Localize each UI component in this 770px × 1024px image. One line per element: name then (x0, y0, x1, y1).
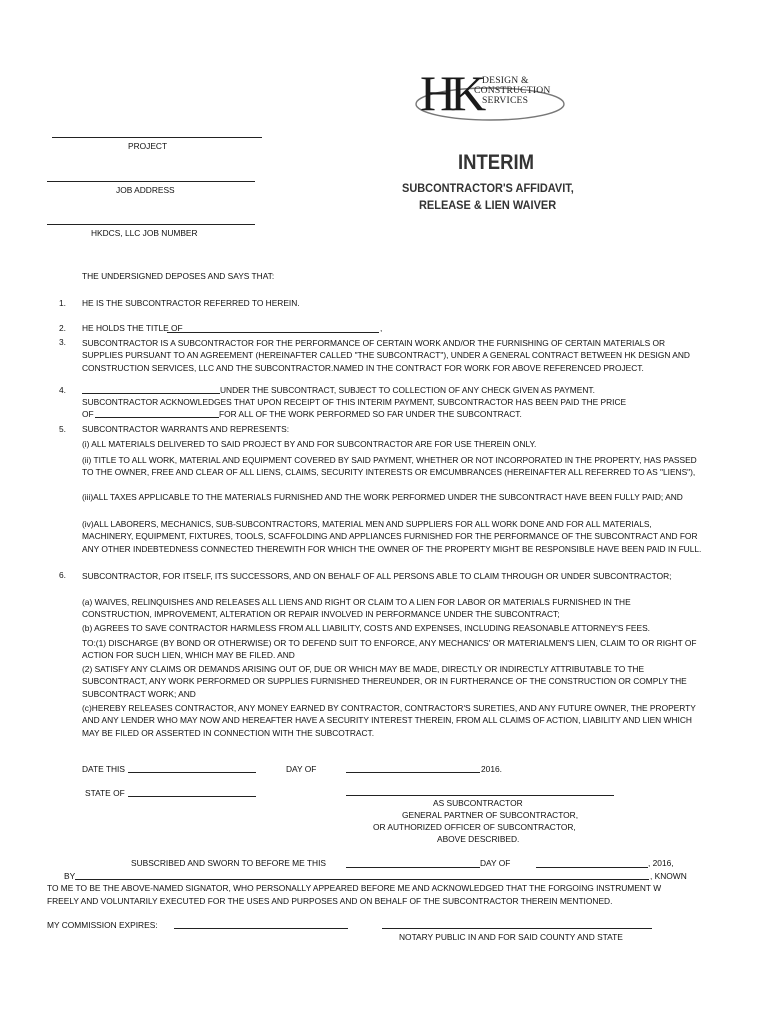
document-subtitle: SUBCONTRACTOR'S AFFIDAVIT, (402, 181, 574, 195)
document-title: INTERIM (458, 151, 534, 174)
state-of-label: STATE OF (85, 788, 125, 798)
item-6-d: (2) SATISFY ANY CLAIMS OR DEMANDS ARISING OUT OF, DUE OR WHICH MAY BE MADE, DIRECTLY OR INDIRECTLY ATTRIBUTABLE TO THE SUBCONTRACT, ANY WORK PERFORMED OR SUPPLIES FURNISHED THEREUNDER, OR IN FURTHERANCE OF THE CONSTRUCTION OR COMPLY THE SUBCONTRACT WORK; AND (82, 664, 687, 699)
year-label-2: , 2016, (648, 858, 674, 868)
item-6-b: (b) AGREES TO SAVE CONTRACTOR HARMLESS FROM ALL LIABILITY, COSTS AND EXPENSES, INCLUDING REASONABLE ATTORNEY'S FEES. (82, 623, 650, 633)
item-6-text: SUBCONTRACTOR, FOR ITSELF, ITS SUCCESSORS, AND ON BEHALF OF ALL PERSONS ABLE TO CLAIM THROUGH OR UNDER SUBCONTRACTOR; (82, 571, 672, 581)
item-4-text-c: FOR ALL OF THE WORK PERFORMED SO FAR UNDER THE SUBCONTRACT. (219, 409, 522, 419)
by-field[interactable] (75, 879, 649, 880)
day-of-label: DAY OF (286, 764, 317, 774)
date-this-label: DATE THIS (82, 764, 125, 774)
authorized-officer-label: OR AUTHORIZED OFFICER OF SUBCONTRACTOR, (373, 822, 576, 832)
item-2-comma: , (380, 323, 383, 333)
item-5-i: (i) ALL MATERIALS DELIVERED TO SAID PROJECT BY AND FOR SUBCONTRACTOR ARE FOR USE THEREIN ONLY. (82, 439, 537, 449)
item-2-text: HE HOLDS THE TITLE OF (82, 323, 183, 333)
logo-line-3: SERVICES (482, 95, 529, 106)
document-subtitle-2: RELEASE & LIEN WAIVER (419, 198, 557, 212)
job-address-field[interactable] (47, 181, 255, 182)
sworn-day-field[interactable] (346, 867, 480, 868)
logo-line-2: CONSTRUCTION (474, 85, 551, 96)
item-5-text: SUBCONTRACTOR WARRANTS AND REPRESENTS: (82, 424, 290, 434)
item-4-text-a: UNDER THE SUBCONTRACT, SUBJECT TO COLLECTION OF ANY CHECK GIVEN AS PAYMENT. (220, 385, 595, 395)
item-number: 2. (59, 323, 66, 333)
company-logo (412, 66, 572, 126)
by-label: BY (64, 871, 76, 881)
item-5-ii: (ii) TITLE TO ALL WORK, MATERIAL AND EQUIPMENT COVERED BY SAID PAYMENT, WHETHER OR NOT INCORPORATED IN THE PROPERTY, HAS PASSED TO THE OWNER, FREE AND CLEAR OF ALL LIENS, CLAIMS, SECURITY INTERESTS OR EMCUMBRANCES (HEREINAFTER ALL REFERRED TO AS "LIENS"), (82, 455, 697, 478)
item-3-text: SUBCONTRACTOR IS A SUBCONTRACTOR FOR THE PERFORMANCE OF CERTAIN WORK AND/OR THE FURNISHING OF CERTAIN MATERIALS OR SUPPLIES PURSUANT TO AN AGREEMENT (HEREINAFTER CALLED "THE SUBCONTRACT"), UNDER A GENERAL CONTRACT BETWEEN HK DESIGN AND CONSTRUCTION SERVICES, LLC AND THE SUBCONTRACTOR.NAMED IN THE CONTRACT FOR WORK FOR ABOVE REFERENCED PROJECT. (82, 338, 690, 373)
item-6-e: (c)HEREBY RELEASES CONTRACTOR, ANY MONEY EARNED BY CONTRACTOR, CONTRACTOR'S SURETIES, AND ANY FUTURE OWNER, THE PROPERTY AND ANY LENDER WHO MAY NOW AND HEREAFTER HAVE A SECURITY INTEREST THEREIN, FROM ALL CLAIMS OF ACTION, LIABILITY AND LIEN WHICH MAY BE FILED OR ASSERTED IN CONNECTION WITH THE SUBCOTRACT. (82, 703, 696, 738)
as-subcontractor-label: AS SUBCONTRACTOR (433, 798, 523, 808)
sworn-label: SUBSCRIBED AND SWORN TO BEFORE ME THIS (131, 858, 326, 868)
project-label: PROJECT (128, 141, 168, 151)
acknowledgement-line-2: FREELY AND VOLUNTARILY EXECUTED FOR THE USES AND PURPOSES AND ON BEHALF OF THE SUBCONTRACTOR THEREIN MENTIONED. (47, 896, 613, 906)
price-field[interactable] (95, 417, 219, 418)
item-number: 4. (59, 385, 66, 395)
commission-label: MY COMMISSION EXPIRES: (47, 920, 158, 930)
item-number: 5. (59, 424, 66, 434)
item-6-a: (a) WAIVES, RELINQUISHES AND RELEASES ALL LIENS AND RIGHT OR CLAIM TO A LIEN FOR LABOR OR MATERIALS FURNISHED IN THE CONSTRUCTION, IMPROVEMENT, ALTERATION OR REPAIR INVOLVED IN PERFORMANCE UNDER THE SUBCONTRACT; (82, 597, 631, 620)
notary-signature-field[interactable] (382, 928, 652, 929)
job-number-field[interactable] (47, 224, 255, 225)
logo-letters: HK (420, 65, 481, 121)
project-field[interactable] (52, 137, 262, 138)
known-label: , KNOWN (650, 871, 687, 881)
job-number-label: HKDCS, LLC JOB NUMBER (91, 228, 198, 238)
item-number: 1. (59, 298, 66, 308)
acknowledgement-line-1: TO ME TO BE THE ABOVE-NAMED SIGNATOR, WHO PERSONALLY APPEARED BEFORE ME AND ACKNOWLEDGED THAT THE FORGOING INSTRUMENT W (47, 883, 662, 893)
date-field[interactable] (128, 772, 256, 773)
item-number: 3. (59, 337, 66, 347)
item-6-c: TO:(1) DISCHARGE (BY BOND OR OTHERWISE) OR TO DEFEND SUIT TO ENFORCE, ANY MECHANICS' OR MATERIALMEN'S LIEN, CLAIM TO OR RIGHT OF ACTION FOR SUCH LIEN, WHICH MAY BE FILED. AND (82, 638, 697, 661)
year-label: 2016. (481, 764, 502, 774)
job-address-label: JOB ADDRESS (116, 185, 175, 195)
sworn-month-field[interactable] (536, 867, 648, 868)
item-4-of: OF (82, 409, 94, 419)
item-1-text: HE IS THE SUBCONTRACTOR REFERRED TO HEREIN. (82, 298, 300, 308)
above-described-label: ABOVE DESCRIBED. (437, 834, 520, 844)
item-4-text-b: SUBCONTRACTOR ACKNOWLEDGES THAT UPON RECEIPT OF THIS INTERIM PAYMENT, SUBCONTRACTOR HAS BEEN PAID THE PRICE (82, 397, 627, 407)
item-5-iii: (iii)ALL TAXES APPLICABLE TO THE MATERIALS FURNISHED AND THE WORK PERFORMED UNDER THE SUBCONTRACT HAVE BEEN FULLY PAID; AND (82, 492, 683, 502)
title-field[interactable] (167, 332, 379, 333)
state-field[interactable] (128, 796, 256, 797)
payment-amount-field[interactable] (82, 393, 220, 394)
subcontractor-signature-field[interactable] (346, 795, 614, 796)
month-field[interactable] (346, 772, 480, 773)
commission-field[interactable] (174, 928, 348, 929)
general-partner-label: GENERAL PARTNER OF SUBCONTRACTOR, (402, 810, 579, 820)
item-number: 6. (59, 570, 66, 580)
item-5-iv: (iv)ALL LABORERS, MECHANICS, SUB-SUBCONTRACTORS, MATERIAL MEN AND SUPPLIERS FOR ALL WORK DONE AND FOR ALL MATERIALS, MACHINERY, EQUIPMENT, FIXTURES, TOOLS, SCAFFOLDING AND APPLIANCES FURNISHED FOR THE PERFORMANCE OF THE SUBCONTRACT AND FOR ANY OTHER INDEBTEDNESS CONNECTED THEREWITH FOR WHICH THE OWNER OF THE PROPERTY MIGHT BE RESPONSIBLE HAVE BEEN PAID IN FULL. (82, 519, 702, 554)
logo-line-1: DESIGN & (482, 75, 529, 86)
day-of-label-2: DAY OF (480, 858, 511, 868)
notary-label: NOTARY PUBLIC IN AND FOR SAID COUNTY AND STATE (399, 932, 623, 942)
intro-text: THE UNDERSIGNED DEPOSES AND SAYS THAT: (82, 271, 275, 281)
